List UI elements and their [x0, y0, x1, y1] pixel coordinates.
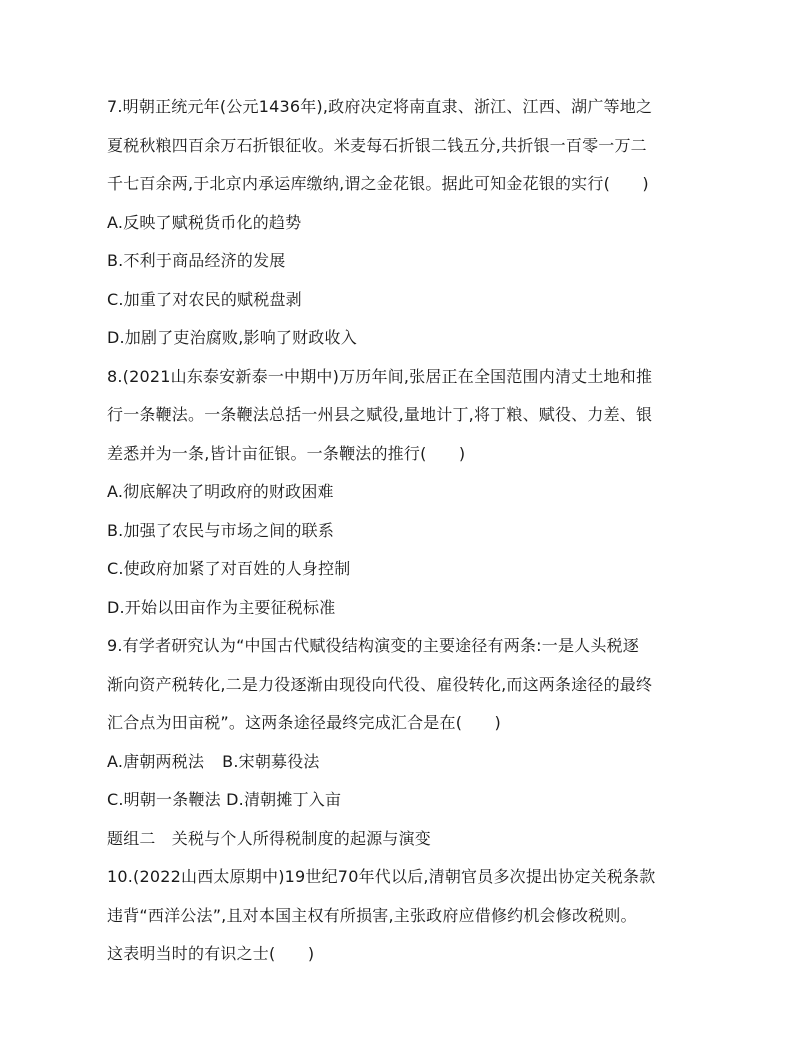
question-9-option-b: B.宋朝募役法 — [222, 751, 320, 771]
question-10-stem-line-2: 违背“西洋公法”,且对本国主权有所损害,主张政府应借修约机会修改税则。 — [107, 905, 637, 925]
question-9 — [107, 627, 687, 820]
question-7-stem-line-2: 夏税秋粮四百余万石折银征收。米麦每石折银二钱五分,共折银一百零一万二 — [107, 135, 647, 155]
question-7-stem-line-1: 7.明朝正统元年(公元1436年),政府决定将南直隶、浙江、江西、湖广等地之 — [107, 97, 653, 116]
question-8-stem-line-3: 差悉并为一条,皆计亩征银。一条鞭法的推行( ) — [107, 443, 466, 463]
question-7-stem-line-3: 千七百余两,于北京内承运库缴纳,谓之金花银。据此可知金花银的实行( ) — [107, 174, 649, 193]
question-10-stem-line-1: 10.(2022山西太原期中)19世纪70年代以后,清朝官员多次提出协定关税条款 — [107, 867, 656, 886]
question-7-option-b: B.不利于商品经济的发展 — [107, 251, 286, 270]
question-8-option-d: D.开始以田亩作为主要征税标准 — [107, 597, 336, 617]
question-9-options-row-1 — [107, 743, 687, 782]
question-9-stem-line-3: 汇合点为田亩税”。这两条途径最终完成汇合是在( ) — [107, 713, 501, 732]
question-7-option-d: D.加剧了吏治腐败,影响了财政收入 — [107, 328, 357, 347]
question-7 — [107, 88, 687, 358]
question-8-option-a: A.彻底解决了明政府的财政困难 — [107, 482, 334, 501]
question-10 — [107, 858, 687, 974]
question-7-option-a: A.反映了赋税货币化的趋势 — [107, 212, 302, 232]
question-8-stem-line-2: 行一条鞭法。一条鞭法总括一州县之赋役,量地计丁,将丁粮、赋役、力差、银 — [107, 405, 653, 424]
question-9-option-c: C.明朝一条鞭法 — [107, 790, 221, 809]
question-8-option-c: C.使政府加紧了对百姓的人身控制 — [107, 559, 351, 578]
question-8-stem-line-1: 8.(2021山东泰安新泰一中期中)万历年间,张居正在全国范围内清丈土地和推 — [107, 366, 653, 386]
question-7-option-c: C.加重了对农民的赋税盘剥 — [107, 289, 302, 309]
question-9-stem-line-1: 9.有学者研究认为“中国古代赋役结构演变的主要途径有两条:一是人头税逐 — [107, 636, 639, 655]
section-title: 题组二 关税与个人所得税制度的起源与演变 — [107, 828, 432, 848]
question-9-options-row-2 — [107, 781, 687, 820]
question-8 — [107, 358, 687, 628]
question-9-option-a: A.唐朝两税法 — [107, 751, 205, 771]
question-page — [107, 88, 687, 974]
question-9-option-d: D.清朝摊丁入亩 — [226, 790, 342, 809]
question-10-stem-line-3: 这表明当时的有识之士( ) — [107, 944, 315, 963]
question-9-stem-line-2: 渐向资产税转化,二是力役逐渐由现役向代役、雇役转化,而这两条途径的最终 — [107, 674, 653, 694]
question-8-option-b: B.加强了农民与市场之间的联系 — [107, 520, 335, 540]
